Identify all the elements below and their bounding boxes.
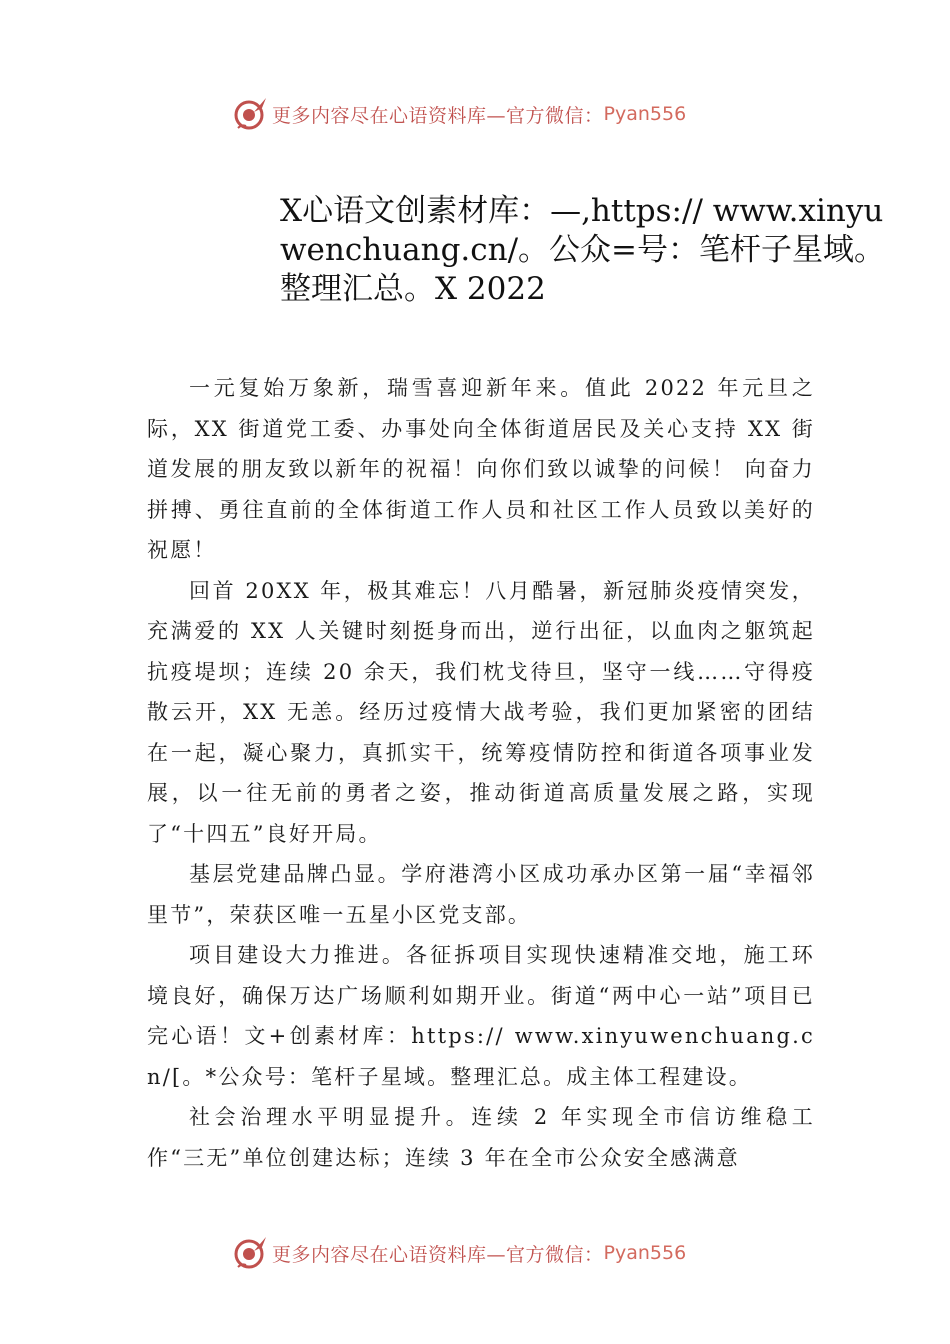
document-title: X心语文创素材库：—,https:// www.xinyuwenchuang.cn/。公众=号：笔杆子星域。整理汇总。X 2022 xyxy=(280,193,886,307)
paragraph: 社会治理水平明显提升。连续 2 年实现全市信访维稳工作“三无”单位创建达标；连续 3 年在全市公众安全感满意 xyxy=(147,1105,815,1170)
paragraph: 一元复始万象新，瑞雪喜迎新年来。值此 2022 年元旦之际，XX 街道党工委、办事处向全体街道居民及关心支持 XX 街道发展的朋友致以新年的祝福！向你们致以诚挚的问候！ 向奋力拼搏、勇往直前的全体街道工作人员和社区工作人员致以美好的祝愿！ xyxy=(147,376,815,562)
footer-banner-wechat: Pyan556 xyxy=(603,1242,687,1264)
document-body xyxy=(147,368,815,1178)
footer-banner-text: 更多内容尽在心语资料库—官方微信： xyxy=(272,1243,604,1266)
quill-pen-logo-icon xyxy=(232,1235,268,1271)
header-banner-text: 更多内容尽在心语资料库—官方微信： xyxy=(272,104,604,127)
paragraph: 项目建设大力推进。各征拆项目实现快速精准交地，施工环境良好，确保万达广场顺利如期开业。街道“两中心一站”项目已完心语！文+创素材库：https:// www.xinyuwenchuang.cn/[。*公众号：笔杆子星域。整理汇总。成主体工程建设。 xyxy=(147,943,815,1089)
header-banner xyxy=(232,96,686,132)
paragraph: 回首 20XX 年，极其难忘！八月酷暑，新冠肺炎疫情突发，充满爱的 XX 人关键时刻挺身而出，逆行出征，以血肉之躯筑起抗疫堤坝；连续 20 余天，我们枕戈待旦，坚守一线……守得疫散云开，XX 无恙。经历过疫情大战考验，我们更加紧密的团结在一起，凝心聚力，真抓实干，统筹疫情防控和街道各项事业发展，以一往无前的勇者之姿，推动街道高质量发展之路，实现了“十四五”良好开局。 xyxy=(147,578,815,846)
quill-pen-logo-icon xyxy=(232,96,268,132)
header-banner-wechat: Pyan556 xyxy=(603,103,687,125)
footer-banner xyxy=(232,1235,686,1271)
paragraph: 基层党建品牌凸显。学府港湾小区成功承办区第一届“幸福邻里节”，荣获区唯一五星小区党支部。 xyxy=(147,862,815,927)
